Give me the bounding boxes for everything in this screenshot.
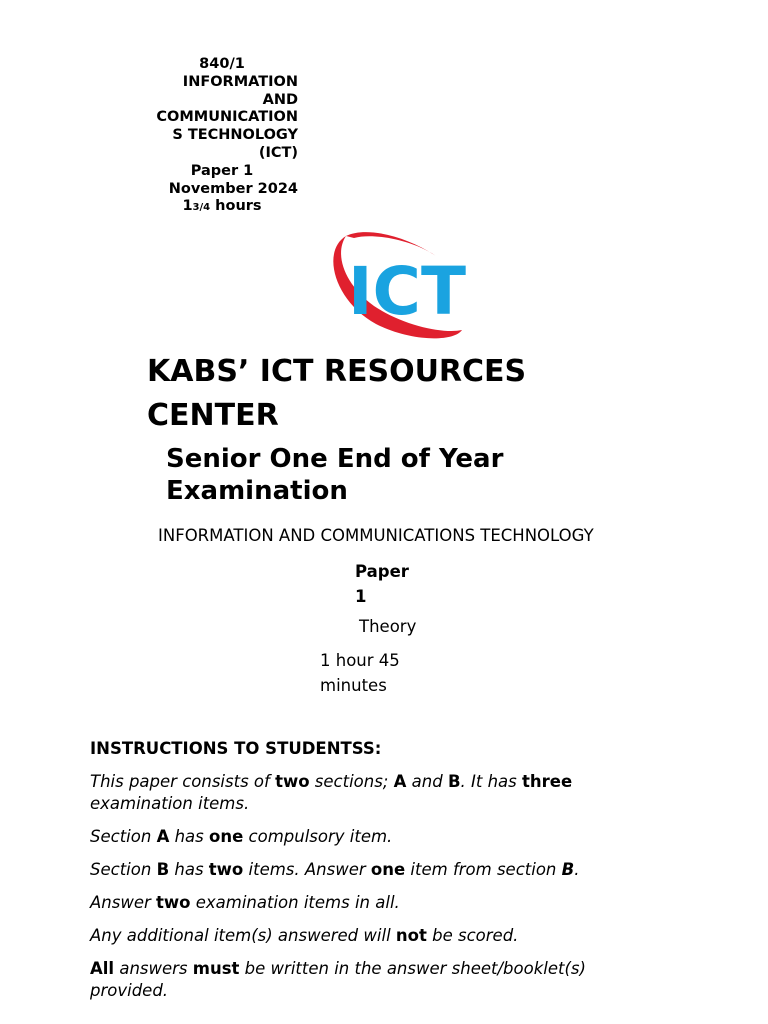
ict-logo	[326, 226, 466, 342]
logo-text: ICT	[348, 253, 466, 330]
subject-line: (ICT)	[258, 144, 298, 161]
paper-code: 840/1	[199, 56, 245, 72]
subject-line: S TECHNOLOGY	[172, 127, 298, 144]
instruction-line: Section A has one compulsory item.	[90, 827, 393, 846]
subject-line: AND	[262, 91, 298, 108]
subject-line: COMMUNICATION	[156, 109, 298, 126]
instruction-line: Answer two examination items in all.	[90, 893, 400, 912]
subject-title: INFORMATION AND COMMUNICATIONS TECHNOLOGY	[158, 526, 594, 545]
exam-date: November 2024	[168, 180, 298, 197]
exam-title: Senior One End of Year Examination	[166, 444, 504, 506]
duration-label: 1 hour 45 minutes	[320, 651, 400, 695]
instructions-title: INSTRUCTIONS TO STUDENTSS:	[90, 739, 382, 758]
paper-number: Paper 1	[190, 162, 254, 179]
paper-type: Theory	[359, 617, 417, 636]
paper-label: Paper 1	[355, 562, 409, 606]
instructions	[90, 738, 650, 1013]
exam-duration: 13/4 hours	[182, 198, 262, 215]
paper-header	[146, 56, 298, 217]
instruction-line: Any additional item(s) answered will not be scored.	[90, 926, 519, 945]
subject-line: INFORMATION	[182, 73, 298, 90]
instruction-line: All answers must be written in the answer sheet/booklet(s) provided.	[90, 959, 586, 1000]
ict-logo-graphic	[326, 226, 466, 342]
organization-name: KABS’ ICT RESOURCES CENTER	[147, 354, 527, 433]
duration-fraction: 3/4	[192, 202, 211, 214]
instruction-line: Section B has two items. Answer one item from section B.	[90, 860, 580, 879]
instruction-line: This paper consists of two sections; A and B. It has three examination items.	[90, 772, 573, 813]
